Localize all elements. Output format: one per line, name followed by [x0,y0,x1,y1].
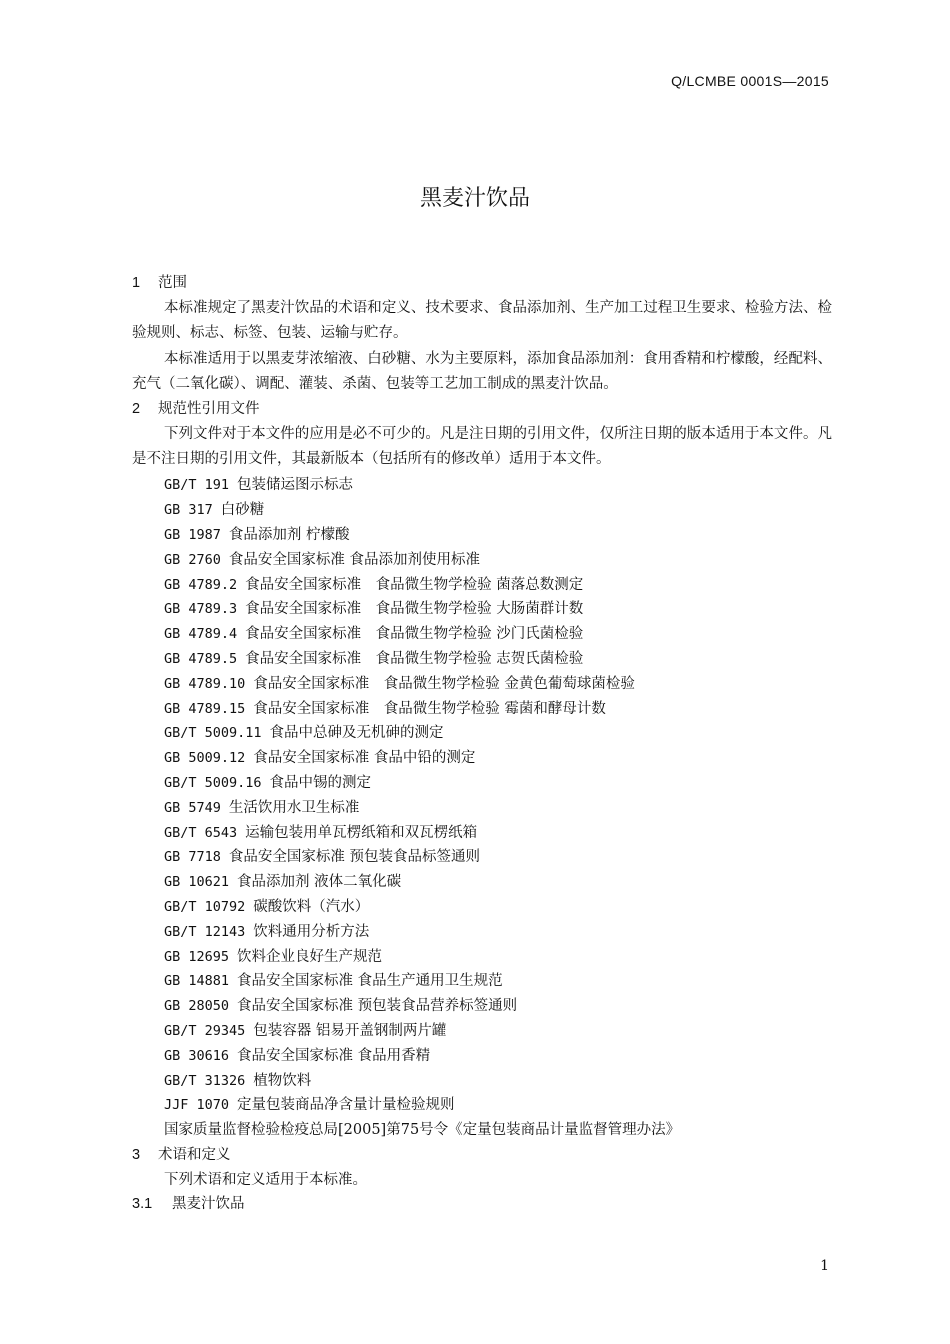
reference-code: GB 5749 [164,799,221,816]
reference-code: GB/T 10792 [164,898,246,915]
section-number: 3 [132,1146,141,1163]
reference-title: 食品安全国家标准 食品用香精 [237,1047,431,1064]
page-number: 1 [820,1258,829,1274]
section-title: 规范性引用文件 [158,400,260,417]
reference-item [132,622,832,647]
reference-title: 运输包装用单瓦楞纸箱和双瓦楞纸箱 [245,824,478,841]
section-1-heading [132,271,832,296]
decree-reference: 国家质量监督检验检疫总局[2005]第75号令《定量包装商品计量监督管理办法》 [164,1122,681,1139]
reference-item [132,895,832,920]
section-number: 2 [132,400,141,417]
scope-paragraph-1: 本标准规定了黑麦汁饮品的术语和定义、技术要求、食品添加剂、生产加工过程卫生要求、检验方法、检验规则、标志、标签、包装、运输与贮存。 [132,299,832,341]
reference-title: 食品安全国家标准 预包装食品标签通则 [228,849,481,866]
reference-title: 包装储运图示标志 [237,477,354,494]
reference-title: 包装容器 铝易开盖钢制两片罐 [253,1022,447,1039]
reference-code: GB 4789.2 [164,576,238,593]
reference-title: 食品安全国家标准 食品微生物学检验 志贺氏菌检验 [245,650,584,667]
reference-code: GB/T 5009.16 [164,774,262,791]
scope-paragraph-2: 本标准适用于以黑麦芽浓缩液、白砂糖、水为主要原料，添加食品添加剂：食用香精和柠檬酸，经配料、充气（二氧化碳）、调配、灌装、杀菌、包装等工艺加工制成的黑麦汁饮品。 [132,351,832,393]
reference-item [132,920,832,945]
document-title: 黑麦汁饮品 [419,186,530,211]
reference-item [132,697,832,722]
reference-code: GB 5009.12 [164,750,246,767]
subsection-number: 3.1 [132,1196,153,1213]
reference-item [132,672,832,697]
reference-code: GB/T 31326 [164,1072,246,1089]
reference-list [132,473,832,1118]
reference-code: GB 7718 [164,849,221,866]
reference-title: 食品安全国家标准 预包装食品营养标签通则 [237,998,518,1015]
reference-item [132,821,832,846]
reference-title: 生活饮用水卫生标准 [228,799,360,816]
reference-item [132,473,832,498]
reference-item [132,597,832,622]
reference-title: 食品安全国家标准 食品微生物学检验 金黄色葡萄球菌检验 [253,675,635,692]
reference-code: GB 4789.3 [164,601,238,618]
reference-title: 食品安全国家标准 食品微生物学检验 大肠菌群计数 [245,601,584,618]
reference-title: 食品添加剂 柠檬酸 [228,526,350,543]
reference-code: GB 10621 [164,874,230,891]
section-title: 范围 [158,275,187,291]
subsection-3-1-heading [132,1192,832,1217]
reference-code: GB/T 29345 [164,1022,246,1039]
reference-item [132,498,832,523]
reference-item [132,548,832,573]
reference-title: 食品安全国家标准 食品微生物学检验 霉菌和酵母计数 [253,700,606,717]
reference-title: 碳酸饮料（汽水） [253,898,370,915]
reference-title: 植物饮料 [253,1072,312,1089]
reference-title: 饮料企业良好生产规范 [237,948,383,965]
section-title: 术语和定义 [158,1146,231,1163]
reference-code: JJF 1070 [164,1097,230,1114]
reference-title: 白砂糖 [220,502,265,519]
reference-title: 食品安全国家标准 食品添加剂使用标准 [228,551,481,568]
reference-title: 食品安全国家标准 食品微生物学检验 菌落总数测定 [245,576,584,593]
reference-code: GB/T 12143 [164,923,246,940]
reference-item [132,721,832,746]
reference-code: GB 4789.5 [164,650,238,667]
references-intro: 下列文件对于本文件的应用是必不可少的。凡是注日期的引用文件，仅所注日期的版本适用于本文件。凡是不注日期的引用文件，其最新版本（包括所有的修改单）适用于本文件。 [132,425,832,467]
section-2-heading [132,397,832,422]
reference-item [132,771,832,796]
reference-code: GB 4789.10 [164,675,246,692]
reference-title: 食品中总砷及无机砷的测定 [269,725,444,742]
reference-code: GB 4789.4 [164,626,238,643]
reference-title: 食品安全国家标准 食品微生物学检验 沙门氏菌检验 [245,626,584,643]
subsection-title: 黑麦汁饮品 [172,1196,245,1213]
section-number: 1 [132,275,141,291]
reference-code: GB 28050 [164,998,230,1015]
reference-code: GB 2760 [164,551,221,568]
reference-item [132,845,832,870]
reference-title: 食品中锡的测定 [269,774,372,791]
reference-code: GB/T 191 [164,477,230,494]
reference-code: GB 30616 [164,1047,230,1064]
reference-item [132,1069,832,1094]
reference-item [132,994,832,1019]
reference-title: 定量包装商品净含量计量检验规则 [237,1097,455,1114]
reference-title: 食品添加剂 液体二氧化碳 [237,874,402,891]
reference-code: GB 4789.15 [164,700,246,717]
reference-item [132,523,832,548]
reference-item [132,870,832,895]
reference-code: GB 317 [164,502,213,519]
standard-code: Q/LCMBE 0001S—2015 [671,73,829,89]
reference-item [132,1019,832,1044]
document-body [132,271,832,1217]
reference-title: 食品安全国家标准 食品中铅的测定 [253,750,476,767]
reference-item [132,1044,832,1069]
reference-code: GB/T 6543 [164,824,238,841]
reference-code: GB 12695 [164,948,230,965]
reference-code: GB 1987 [164,526,221,543]
terms-intro: 下列术语和定义适用于本标准。 [164,1171,367,1188]
reference-title: 饮料通用分析方法 [253,923,370,940]
reference-item [132,647,832,672]
reference-item [132,945,832,970]
reference-title: 食品安全国家标准 食品生产通用卫生规范 [237,973,503,990]
reference-item [132,1093,832,1118]
reference-item [132,796,832,821]
section-3-heading [132,1143,832,1168]
reference-item [132,969,832,994]
reference-item [132,746,832,771]
reference-code: GB/T 5009.11 [164,725,262,742]
reference-code: GB 14881 [164,973,230,990]
reference-item [132,573,832,598]
